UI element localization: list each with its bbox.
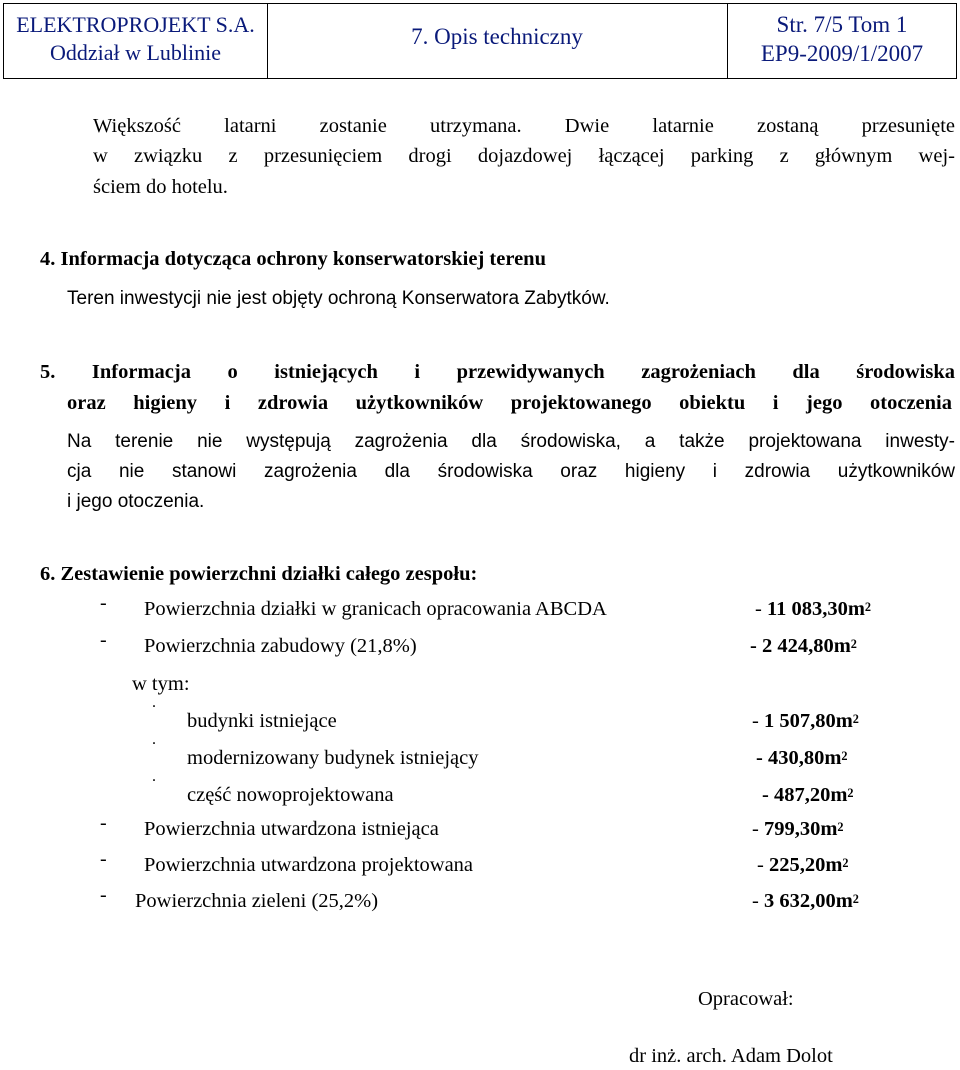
intro-line-3: ściem do hotelu. bbox=[93, 176, 228, 198]
area-row-value: - $487,20m^2$ bbox=[762, 784, 854, 806]
prepared-by-label: Opracował: bbox=[698, 988, 794, 1010]
list-dot: . bbox=[152, 731, 156, 748]
section-5-body-line-2: cja nie stanowi zagrożenia dla środowiska oraz higieny i zdrowia użytkowników bbox=[67, 461, 955, 482]
section-title: 7. Opis techniczny bbox=[411, 24, 583, 49]
section-4-body: Teren inwestycji nie jest objęty ochroną Konserwatora Zabytków. bbox=[67, 288, 610, 309]
area-row-label: Powierzchnia zabudowy (21,8%) bbox=[144, 635, 417, 657]
intro-line-1: Większość latarni zostanie utrzymana. Dwie latarnie zostaną przesunięte bbox=[93, 115, 955, 137]
area-row-value: - $225,20m^2$ bbox=[757, 854, 849, 876]
area-row-label: Powierzchnia działki w granicach opracowania ABCDA bbox=[144, 598, 607, 620]
list-dot: . bbox=[152, 768, 156, 785]
company-name: ELEKTROPROJEKT S.A. bbox=[16, 12, 255, 37]
area-row-label: Powierzchnia utwardzona projektowana bbox=[144, 854, 474, 876]
section-4-heading: 4. Informacja dotycząca ochrony konserwatorskiej terenu bbox=[40, 248, 546, 270]
list-dash: - bbox=[100, 848, 107, 870]
section-6-heading: 6. Zestawienie powierzchni działki całego zespołu: bbox=[40, 563, 478, 585]
company-branch: Oddział w Lublinie bbox=[49, 40, 222, 65]
list-dash: - bbox=[100, 629, 107, 651]
area-row-value: - $799,30m^2$ bbox=[752, 818, 844, 840]
area-row-value: - $430,80m^2$ bbox=[756, 747, 848, 769]
area-row-value: - 11 $083,30m^2$ bbox=[755, 598, 872, 620]
document-number: EP9-2009/1/2007 bbox=[760, 41, 924, 66]
list-dot: . bbox=[152, 694, 156, 711]
section-5-body-line-3: i jego otoczenia. bbox=[67, 491, 205, 512]
header-company-cell bbox=[4, 4, 268, 78]
area-row-label: część nowoprojektowana bbox=[187, 784, 394, 806]
area-row-value: - 1 $507,80m^2$ bbox=[752, 710, 859, 732]
section-5-heading-line-2: oraz higieny i zdrowia użytkowników projektowanego obiektu i jego otoczenia bbox=[67, 392, 952, 414]
area-row-label: Powierzchnia zieleni (25,2%) bbox=[135, 890, 379, 912]
area-row-value: - 3 $632,00m^2$ bbox=[752, 890, 859, 912]
area-row-value: - 2 $424,80m^2$ bbox=[750, 635, 857, 657]
list-dash: - bbox=[100, 884, 107, 906]
section-5-heading-line-1: 5. Informacja o istniejących i przewidywanych zagrożeniach dla środowiska bbox=[40, 361, 955, 383]
section-5-body-line-1: Na terenie nie występują zagrożenia dla środowiska, a także projektowana inwesty- bbox=[67, 431, 955, 452]
area-row-label: modernizowany budynek istniejący bbox=[187, 747, 479, 769]
page-reference: Str. 7/5 Tom 1 bbox=[776, 12, 908, 37]
area-row-label: budynki istniejące bbox=[187, 710, 337, 732]
page-header bbox=[3, 3, 957, 79]
header-title-cell bbox=[267, 4, 728, 78]
header-ref-cell bbox=[728, 4, 956, 78]
intro-line-2: w związku z przesunięciem drogi dojazdowej łączącej parking z głównym wej- bbox=[93, 145, 955, 167]
author-name: dr inż. arch. Adam Dolot bbox=[629, 1045, 833, 1067]
in-which-label: w tym: bbox=[132, 673, 190, 695]
area-row-label: Powierzchnia utwardzona istniejąca bbox=[144, 818, 439, 840]
list-dash: - bbox=[100, 812, 107, 834]
list-dash: - bbox=[100, 592, 107, 614]
